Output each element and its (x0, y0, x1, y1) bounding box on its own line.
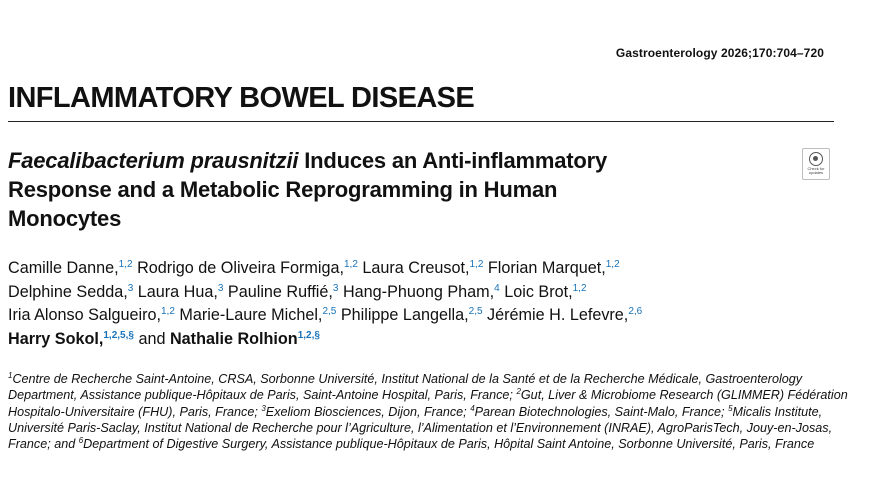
author-affil-sup[interactable]: 1,2,5,§ (103, 329, 134, 341)
author-name: Iria Alonso Salgueiro, (8, 306, 161, 324)
title-line3: Monocytes (8, 206, 122, 231)
author-affil-sup[interactable]: 2,5 (468, 306, 483, 317)
affil-number: 5 (728, 403, 733, 413)
author-affil-sup[interactable]: 2,6 (628, 306, 643, 317)
author-name: Hang-Phuong Pham, (338, 282, 495, 301)
author-affil-sup[interactable]: 1,2 (344, 259, 358, 270)
affil-text: Gut, Liver & Microbiome Research (GLIMMER) Fédération Hospitalo-Universitaire (FHU), Paris, France; (8, 388, 848, 419)
article-title (8, 146, 748, 233)
author-affil-sup[interactable]: 1,2,§ (297, 329, 320, 341)
journal-citation: Gastroenterology 2026;170:704–720 (615, 46, 824, 60)
title-line2: Response and a Metabolic Reprogramming in Human (8, 177, 558, 202)
author-name: Marie-Laure Michel, (174, 306, 323, 324)
author-name: Florian Marquet, (483, 259, 606, 277)
author-affil-sup[interactable]: 3 (217, 282, 224, 294)
affil-text: Department of Digestive Surgery, Assistance publique-Hôpitaux de Paris, Hôpital Saint Antoine, Sorbonne Université, Paris, France (83, 437, 815, 452)
author-list (8, 257, 848, 351)
check-for-updates-label: Check for updates (807, 166, 825, 175)
author-conjunction: and (133, 329, 170, 348)
affil-number: 3 (261, 403, 266, 413)
author-affil-sup[interactable]: 1,2 (160, 306, 175, 317)
check-for-updates-button[interactable] (802, 148, 830, 180)
author-affil-sup[interactable]: 4 (494, 282, 500, 294)
affil-number: 1 (8, 371, 13, 380)
affiliations (8, 371, 848, 452)
author-affil-sup[interactable]: 1,2 (118, 259, 133, 270)
title-species-name: Faecalibacterium prausnitzii (8, 148, 299, 173)
affil-text: Micalis Institute, Université Paris-Saclay, Institut National de Recherche pour l’Agriculture, l’Alimentation et l’Environnement (INRAE), AgroParisTech, Jouy-en-Josas, France; and (8, 404, 833, 452)
author-affil-sup[interactable]: 3 (127, 282, 134, 294)
corresponding-author-name: Nathalie Rolhion (169, 329, 298, 348)
author-name: Loic Brot, (499, 282, 573, 301)
author-affil-sup[interactable]: 1,2 (605, 259, 620, 270)
author-name: Rodrigo de Oliveira Formiga, (132, 259, 344, 277)
author-name: Jérémie H. Lefevre, (482, 306, 629, 324)
author-name: Delphine Sedda, (8, 282, 128, 301)
author-name: Camille Danne, (8, 259, 119, 277)
author-affil-sup[interactable]: 3 (332, 282, 339, 294)
affil-number: 6 (78, 436, 84, 446)
affil-text: Parean Biotechnologies, Saint-Malo, France; (474, 404, 729, 419)
section-heading: INFLAMMATORY BOWEL DISEASE (8, 82, 834, 122)
affil-text: Exeliom Biosciences, Dijon, France; (265, 404, 471, 419)
author-name: Laura Creusot, (357, 259, 470, 277)
title-line1-rest: Induces an Anti-inflammatory (298, 148, 608, 173)
author-name: Pauline Ruffié, (223, 282, 333, 301)
author-affil-sup[interactable]: 2,5 (322, 306, 337, 317)
author-affil-sup[interactable]: 1,2 (572, 282, 587, 294)
author-name: Philippe Langella, (336, 306, 469, 324)
author-affil-sup[interactable]: 1,2 (469, 259, 484, 270)
affil-number: 4 (470, 403, 475, 413)
author-name: Laura Hua, (133, 282, 218, 301)
affil-number: 2 (516, 387, 521, 397)
affil-text: Centre de Recherche Saint-Antoine, CRSA, Sorbonne Université, Institut National de la Santé et de la Recherche Médicale, Gastroenterology Department, Assistance publique-Hôpitaux de Paris, Saint-Antoine Hospital, Paris, France; (8, 372, 803, 403)
check-for-updates-icon (809, 152, 823, 166)
corresponding-author-name: Harry Sokol, (8, 329, 104, 348)
